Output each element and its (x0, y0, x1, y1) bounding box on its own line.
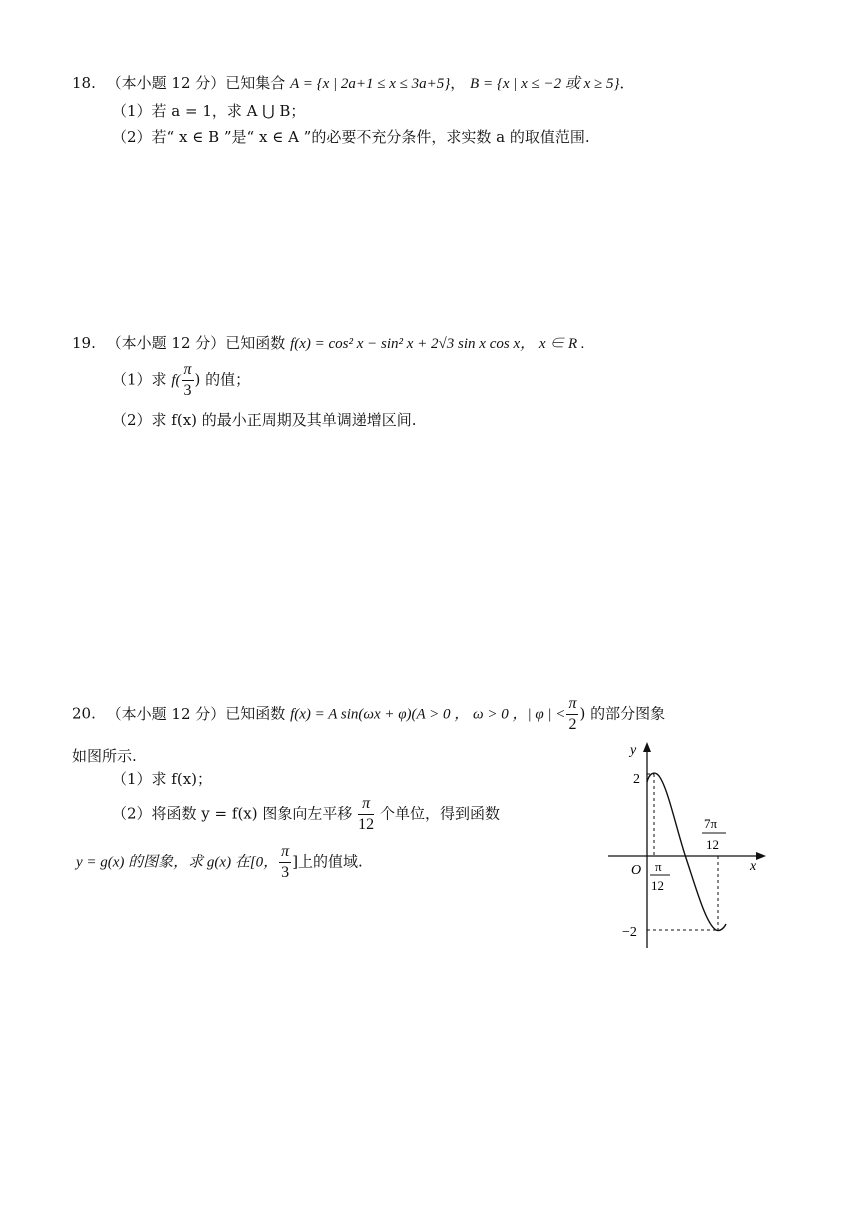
q20-line2: 如图所示. (72, 747, 137, 765)
x1-den: 12 (651, 878, 664, 893)
origin-label: O (631, 863, 642, 878)
q19-points: （本小题 12 分） (106, 334, 226, 352)
q20-l2-den: 3 (281, 864, 290, 881)
q19-intro: 已知函数 (225, 334, 286, 352)
q20-part2-pre: （2）将函数 y = f(x) 图象向左平移 (112, 804, 353, 823)
q20-part2-line2-pre: y = g(x) 的图象，求 g(x) 在[0， (76, 854, 279, 871)
q19-part1-pre: （1）求 (112, 370, 167, 389)
q19-frac-den: 3 (183, 382, 192, 399)
x2-num: 7π (704, 816, 718, 831)
x1-num: π (655, 859, 662, 874)
q19-pi-over-3 (182, 362, 194, 399)
x-axis-label: x (750, 859, 757, 874)
q18-setB: B = {x | x ≤ −2 或 x ≥ 5} (470, 76, 620, 92)
q19-frac-num: π (182, 362, 194, 381)
q18-end: ． (619, 74, 635, 92)
q18-number: 18. (72, 74, 96, 92)
q20-function-end: ) 的部分图象 (579, 704, 666, 723)
q18-setA: A = {x | 2a+1 ≤ x ≤ 3a+5} (290, 76, 451, 92)
q20-part2-post: 个单位，得到函数 (379, 804, 500, 823)
q18-header (72, 72, 635, 93)
q18-points: （本小题 12 分） (106, 74, 226, 92)
y-max-label: 2 (633, 772, 640, 787)
sine-graph (600, 738, 770, 952)
q20-frac-num: π (566, 696, 578, 715)
q20-number: 20. (72, 704, 96, 723)
y-axis-label: y (630, 743, 637, 758)
y-axis-arrow (643, 742, 651, 752)
q20-pi-over-2 (566, 696, 578, 733)
x2-den: 12 (706, 837, 719, 852)
q20-l2-num: π (279, 844, 291, 863)
q18-part2: （2）若“ x ∈ B ”是“ x ∈ A ”的必要不充分条件，求实数 a 的取值范围. (112, 128, 590, 146)
x-axis-arrow (756, 852, 766, 860)
q18-sep: ， (450, 74, 466, 92)
q20-function: f(x) = A sin(ωx + φ)(A > 0 ， ω > 0 ，| φ | < (290, 706, 566, 723)
q20-part1: （1）求 f(x)； (112, 770, 213, 788)
q20-intro: 已知函数 (225, 704, 286, 723)
q20-pi-over-3 (279, 844, 291, 881)
q19-part1-post: ) 的值； (194, 370, 251, 389)
q19-part1-f: f( (171, 372, 181, 389)
q19-header (72, 332, 585, 353)
q19-function: f(x) = cos² x − sin² x + 2√3 sin x cos x， x ∈ R . (290, 336, 585, 352)
q20-points: （本小题 12 分） (106, 704, 226, 723)
q20-p2-num: π (358, 796, 374, 815)
q20-p2-den: 12 (358, 816, 375, 833)
y-min-label: −2 (622, 925, 637, 940)
q20-header (72, 696, 665, 733)
q18-part1: （1）若 a = 1，求 A ⋃ B； (112, 102, 306, 120)
q19-part1 (112, 362, 250, 399)
q20-part2-line2-post: ]上的值域. (292, 852, 363, 871)
q18-intro: 已知集合 (225, 74, 286, 92)
q20-part2 (112, 796, 500, 833)
q20-part2-line2 (76, 844, 363, 881)
q20-pi-over-12 (358, 796, 374, 833)
q20-frac-den: 2 (568, 716, 577, 733)
q19-part2: （2）求 f(x) 的最小正周期及其单调递增区间. (112, 411, 417, 429)
q19-number: 19. (72, 334, 96, 352)
